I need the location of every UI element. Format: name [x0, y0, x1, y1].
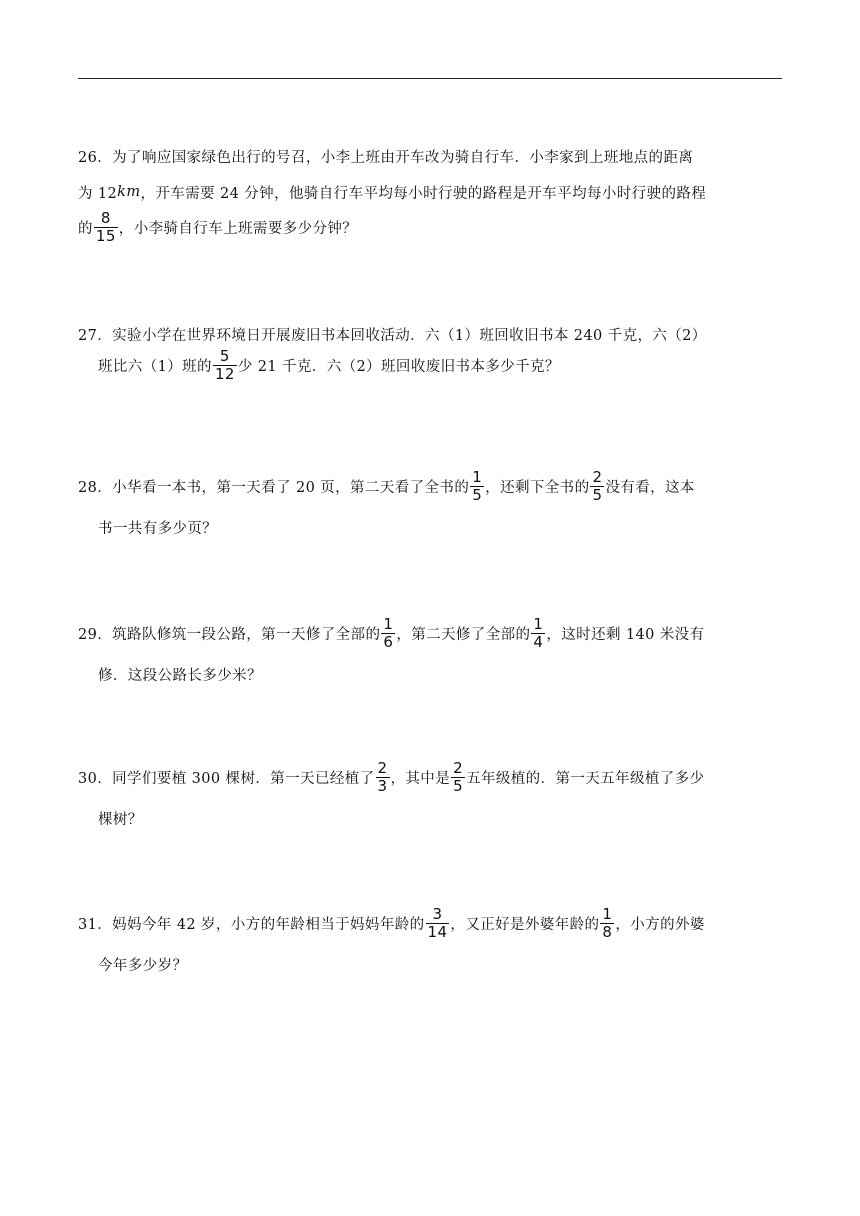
fraction [590, 469, 604, 504]
fraction [381, 616, 395, 651]
fraction-numerator: 3 [432, 904, 443, 923]
fraction [470, 469, 484, 504]
fraction-numerator: 2 [453, 758, 464, 777]
fraction [451, 760, 465, 795]
fraction-denominator: 4 [533, 632, 544, 651]
fraction-numerator: 1 [383, 614, 394, 633]
problem-30-line-1c: 五年级植的．第一天五年级植了多少 [466, 770, 705, 787]
problem-31-line-1a: 31．妈妈今年 42 岁，小方的年龄相当于妈妈年龄的 [78, 916, 425, 933]
fraction [600, 906, 614, 941]
problem-28-line-1a: 28．小华看一本书，第一天看了 20 页，第二天看了全书的 [78, 479, 470, 496]
problem-28-line-1c: 没有看，这本 [605, 479, 695, 496]
problem-28-line-2: 书一共有多少页？ [98, 520, 218, 537]
fraction-denominator: 6 [383, 632, 394, 651]
fraction-denominator: 5 [472, 485, 483, 504]
fraction [426, 906, 450, 941]
problem-29-line-1c: ，这时还剩 140 米没有 [546, 626, 705, 643]
problem-26-line-3a: 的 [78, 220, 93, 237]
problem-26-line-3b: ，小李骑自行车上班需要多少分钟？ [118, 220, 358, 237]
fraction-denominator: 8 [602, 922, 613, 941]
problem-31-line-1c: ，小方的外婆 [615, 916, 705, 933]
problem-30 [78, 759, 782, 829]
fraction-numerator: 2 [377, 758, 388, 777]
problem-27-line-1: 27．实验小学在世界环境日开展废旧书本回收活动．六（1）班回收旧书本 240 千克，六（2） [78, 327, 707, 344]
problem-26-line-2b: ，开车需要 24 分钟，他骑自行车平均每小时行驶的路程是开车平均每小时行驶的路程 [140, 185, 707, 202]
problem-26-line-2a: 为 12 [78, 185, 118, 202]
fraction-denominator: 14 [427, 922, 448, 941]
problem-28-line-1b: ，还剩下全书的 [485, 479, 590, 496]
fraction-numerator: 2 [592, 467, 603, 486]
problem-27-line-2a: 班比六（1）班的 [98, 358, 212, 375]
fraction-numerator: 1 [533, 614, 544, 633]
fraction-numerator: 1 [602, 904, 613, 923]
problem-29 [78, 615, 782, 685]
fraction-denominator: 3 [377, 776, 388, 795]
header-rule [78, 78, 782, 79]
problem-26 [78, 145, 782, 245]
fraction [531, 616, 545, 651]
problem-26-line-1: 26．为了响应国家绿色出行的号召，小李上班由开车改为骑自行车．小李家到上班地点的距离 [78, 149, 694, 166]
problem-29-line-1a: 29．筑路队修筑一段公路，第一天修了全部的 [78, 626, 381, 643]
fraction-numerator: 5 [219, 346, 230, 365]
problem-27-line-2b: 少 21 千克．六（2）班回收废旧书本多少千克？ [237, 358, 560, 375]
fraction [94, 210, 118, 245]
fraction [213, 348, 237, 383]
problem-30-line-1b: ，其中是 [390, 770, 451, 787]
problem-26-unit: km [117, 184, 141, 200]
problem-28 [78, 468, 782, 538]
fraction-denominator: 5 [592, 485, 603, 504]
fraction-numerator: 1 [472, 467, 483, 486]
problem-27 [78, 323, 782, 383]
fraction [376, 760, 390, 795]
problem-31 [78, 905, 782, 975]
fraction-denominator: 12 [214, 364, 235, 383]
problem-30-line-1a: 30．同学们要植 300 棵树．第一天已经植了 [78, 770, 375, 787]
problem-29-line-2: 修．这段公路长多少米？ [98, 667, 262, 684]
fraction-numerator: 8 [100, 208, 111, 227]
problem-30-line-2: 棵树？ [98, 811, 143, 828]
fraction-denominator: 15 [95, 226, 116, 245]
problem-31-line-2: 今年多少岁？ [98, 957, 188, 974]
problem-29-line-1b: ，第二天修了全部的 [396, 626, 531, 643]
fraction-denominator: 5 [453, 776, 464, 795]
problem-31-line-1b: ，又正好是外婆年龄的 [450, 916, 600, 933]
